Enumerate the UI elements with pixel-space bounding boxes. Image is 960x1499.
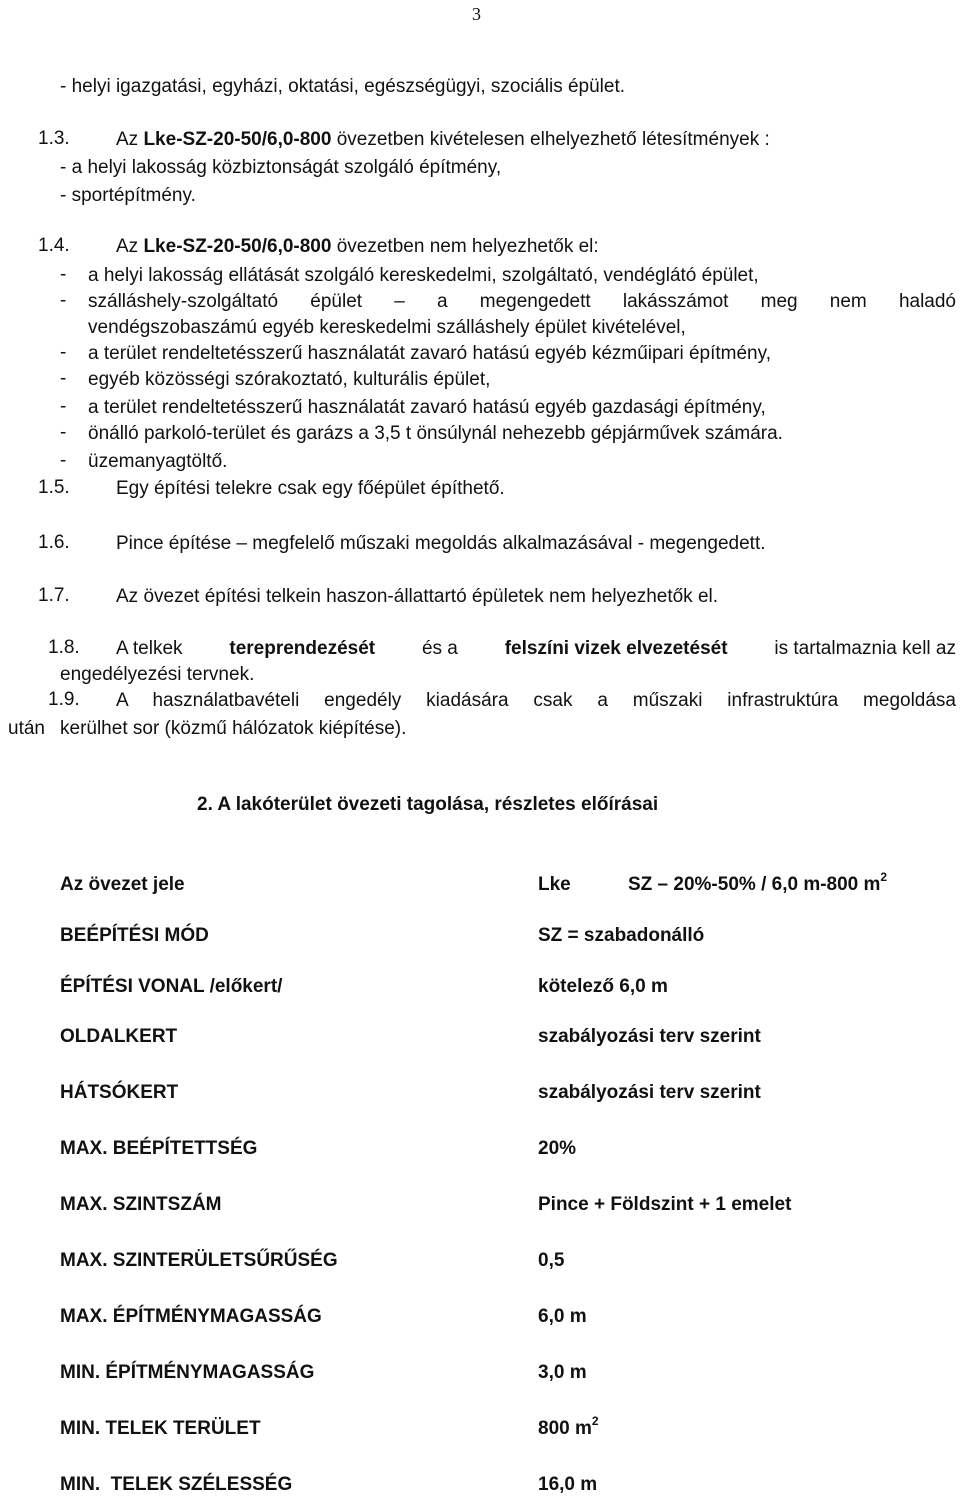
zone-label: Az övezet jele — [60, 874, 185, 895]
section-1-4-number: 1.4. — [38, 235, 70, 256]
page-number: 3 — [472, 4, 481, 24]
zone-value — [628, 870, 888, 896]
section-1-4-text — [116, 235, 599, 259]
section-1-4-item: a helyi lakosság ellátását szolgáló kereskedelmi, szolgáltató, vendéglátó épület, — [88, 265, 759, 286]
section-1-4-item: egyéb közösségi szórakoztató, kulturális épület, — [88, 369, 491, 390]
section-1-3-text — [116, 128, 770, 152]
table-row-label: MIN. TELEK TERÜLET — [60, 1418, 261, 1439]
section-1-8-line2: engedélyezési tervnek. — [60, 664, 255, 685]
table-row-label: MIN. TELEK SZÉLESSÉG — [60, 1474, 293, 1495]
table-row-value-text: 800 m — [538, 1418, 592, 1439]
section-1-8-line1 — [116, 637, 956, 661]
section-1-6-number: 1.6. — [38, 532, 70, 553]
section-1-5-text: Egy építési telekre csak egy főépület építhető. — [116, 478, 505, 499]
section-1-3-item: - sportépítmény. — [60, 185, 196, 206]
section-1-4-item: szálláshely-szolgáltató épület – a megengedett lakásszámot meg nem haladó — [88, 291, 956, 312]
table-row-value: 6,0 m — [538, 1306, 587, 1327]
zone-code: Lke — [538, 874, 571, 895]
section-1-3-item: - a helyi lakosság közbiztonságát szolgáló építmény, — [60, 157, 502, 178]
table-row-label: MAX. ÉPÍTMÉNYMAGASSÁG — [60, 1306, 322, 1327]
section-1-4-item: vendégszobaszámú egyéb kereskedelmi szálláshely épület kivételével, — [88, 317, 686, 338]
section-1-8-bold-drainage: felszíni vizek elvezetését — [504, 638, 728, 659]
zone-value-text: SZ – 20%-50% / 6,0 m-800 m — [628, 874, 881, 895]
section-1-9-line1: A használatbavételi engedély kiadására csak a műszaki infrastruktúra megoldása — [116, 690, 956, 711]
list-dash: - — [60, 450, 67, 471]
section-1-5-number: 1.5. — [38, 477, 70, 498]
table-row-label: ÉPÍTÉSI VONAL /előkert/ — [60, 976, 283, 997]
section-1-7-text: Az övezet építési telkein haszon-állattartó épületek nem helyezhetők el. — [116, 586, 719, 607]
table-row-label: MAX. BEÉPÍTETTSÉG — [60, 1138, 258, 1159]
section-1-3-pre: Az — [116, 129, 144, 150]
section-1-9-utan: után — [8, 718, 45, 739]
section-1-8-word: A telkek — [116, 638, 183, 659]
table-row-value: Pince + Földszint + 1 emelet — [538, 1194, 792, 1215]
table-row-value: SZ = szabadonálló — [538, 925, 705, 946]
table-row-label: HÁTSÓKERT — [60, 1082, 179, 1103]
section-1-3-post: övezetben kivételesen elhelyezhető létesítmények : — [331, 129, 770, 150]
section-1-9-line2: kerülhet sor (közmű hálózatok kiépítése). — [60, 718, 407, 739]
section-1-4-item: üzemanyagtöltő. — [88, 451, 228, 472]
section-1-8-bold-terrain: tereprendezését — [229, 638, 376, 659]
section-1-3-zone-code: Lke-SZ-20-50/6,0-800 — [143, 129, 332, 150]
section-1-4-item: önálló parkoló-terület és garázs a 3,5 t önsúlynál nehezebb gépjárművek számára. — [88, 423, 783, 444]
list-dash: - — [60, 264, 67, 285]
section-1-8-number: 1.8. — [48, 637, 80, 658]
list-dash: - — [60, 290, 67, 311]
table-row-label: MAX. SZINTSZÁM — [60, 1194, 222, 1215]
list-dash: - — [60, 368, 67, 389]
table-row-value: 0,5 — [538, 1250, 565, 1271]
table-row-value: szabályozási terv szerint — [538, 1026, 761, 1047]
list-dash: - — [60, 422, 67, 443]
section-1-6-text: Pince építése – megfelelő műszaki megoldás alkalmazásával - megengedett. — [116, 533, 766, 554]
table-row-value-sup: 2 — [591, 1414, 599, 1428]
section-1-4-item: a terület rendeltetésszerű használatát zavaró hatású egyéb kézműipari építmény, — [88, 343, 771, 364]
section-1-4-post: övezetben nem helyezhetők el: — [331, 236, 599, 257]
list-dash: - — [60, 342, 67, 363]
table-row-value: 20% — [538, 1138, 577, 1159]
section-1-3-number: 1.3. — [38, 128, 70, 149]
table-row-label: MAX. SZINTERÜLETSŰRŰSÉG — [60, 1250, 338, 1271]
table-row-value: 3,0 m — [538, 1362, 587, 1383]
table-row-value: kötelező 6,0 m — [538, 976, 668, 997]
table-row-label: OLDALKERT — [60, 1026, 178, 1047]
list-dash: - — [60, 396, 67, 417]
intro-line: - helyi igazgatási, egyházi, oktatási, egészségügyi, szociális épület. — [60, 76, 626, 97]
table-row-value: 16,0 m — [538, 1474, 598, 1495]
section-1-8-word: is tartalmaznia kell az — [774, 638, 956, 659]
table-row-label: BEÉPÍTÉSI MÓD — [60, 925, 209, 946]
section-1-8-word: és a — [421, 638, 458, 659]
table-row-value — [538, 1414, 599, 1440]
section-1-4-item: a terület rendeltetésszerű használatát zavaró hatású egyéb gazdasági építmény, — [88, 397, 766, 418]
section-title: 2. A lakóterület övezeti tagolása, részletes előírásai — [197, 794, 659, 815]
table-row-label: MIN. ÉPÍTMÉNYMAGASSÁG — [60, 1362, 315, 1383]
section-1-9-number: 1.9. — [48, 689, 80, 710]
table-row-value: szabályozási terv szerint — [538, 1082, 761, 1103]
section-1-7-number: 1.7. — [38, 585, 70, 606]
zone-value-sup: 2 — [880, 870, 888, 884]
section-1-4-zone-code: Lke-SZ-20-50/6,0-800 — [143, 236, 332, 257]
section-1-4-pre: Az — [116, 236, 144, 257]
